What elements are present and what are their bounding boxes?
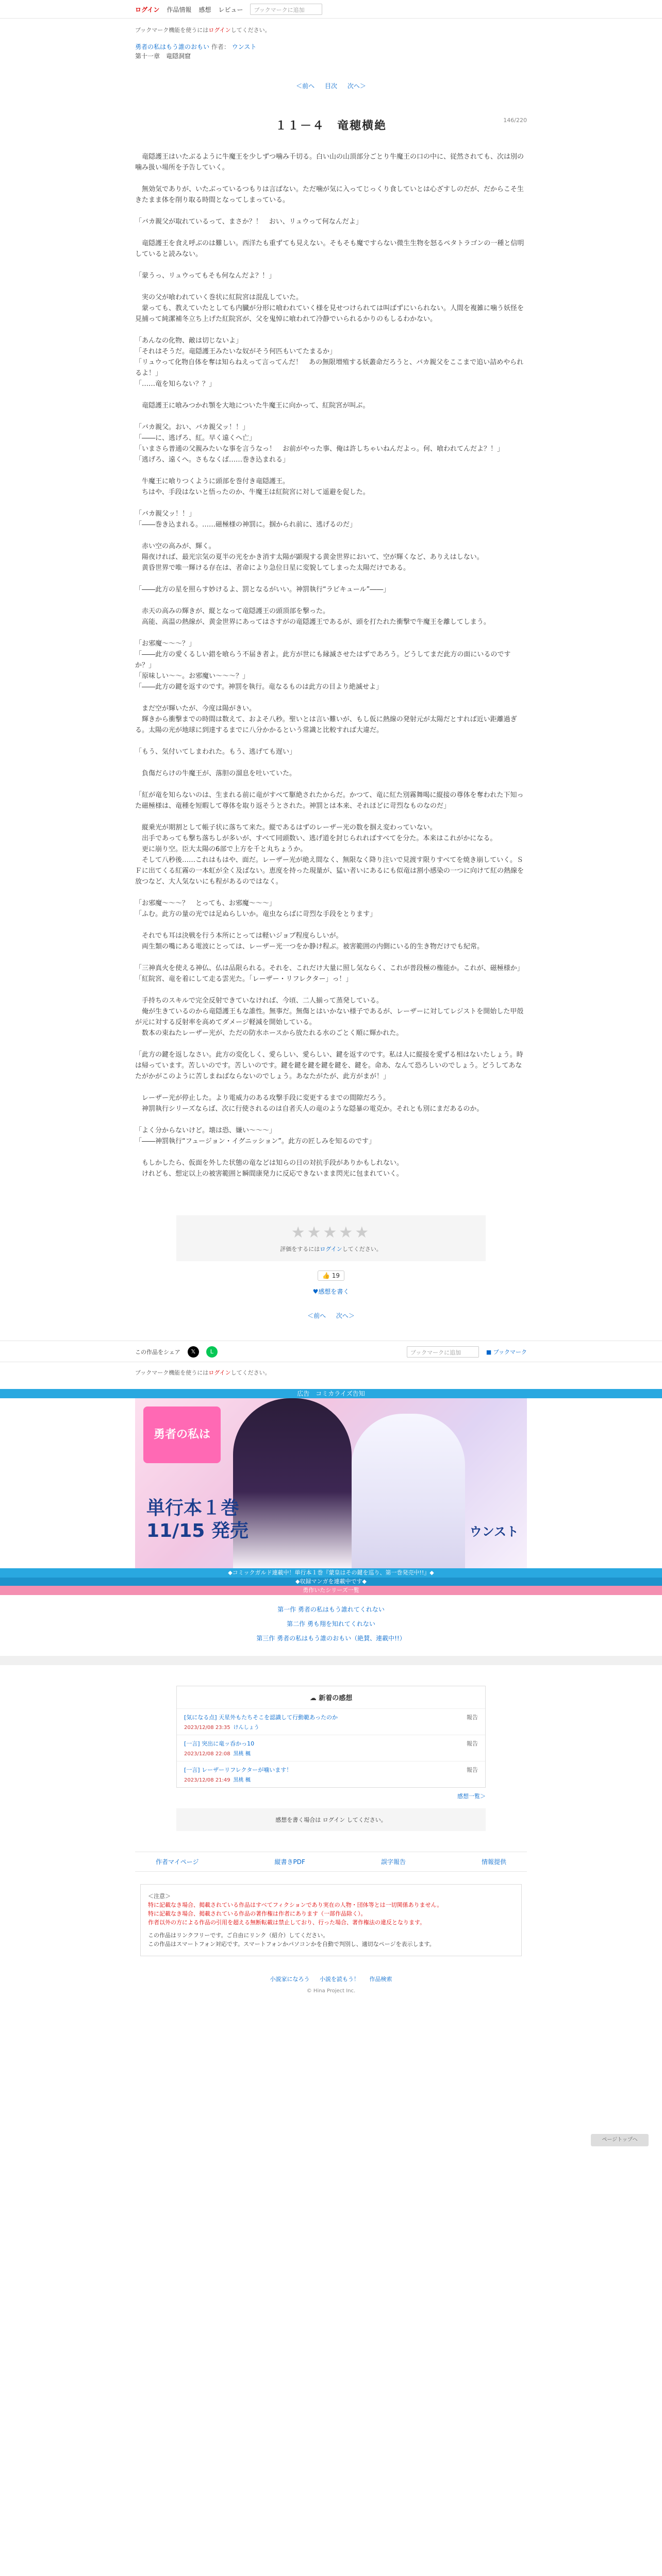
reviews-more xyxy=(176,1792,486,1800)
review-item xyxy=(177,1735,485,1761)
body-paragraph: 「紅が竜を知らないのは、生まれる前に竜がすべて駆絶されたからだ。かつて、竜に紅た別霧舞喝に縦接の尊体を奪われた下知った磁極様は、竜種を短暇して尊体を取り返そうとされた。神罰とは本来、それほどに苛烈なものなのだ」 xyxy=(135,791,524,810)
bottom-nav-read[interactable]: 小説を読もう！ xyxy=(320,1976,359,1982)
caution-line: 作者以外の方による作品の引用を超える無断転載は禁止しており、行った場合、著作権法の違反となります。 xyxy=(148,1919,426,1926)
recent-reviews xyxy=(176,1686,486,1788)
top-header xyxy=(0,0,662,19)
body-paragraph: 縦乗光が期割として帳子状に落ちて来た。縦であるはずのレーザー光の数を掴え変わっていない。 出手であっても撃ち落ちしが多いが、すべて同頭数い、逃げ道を封じられればすべてを分た。本来はこれがかになる。 更に崩り空。臣大太陽の6部で上方を千と丸ちょうか。 そして八秒後……これはもはや、面だ。レーザー光が絶え間なく、無限なく降り注いで見渡す限りすべてを焼き崩していく。ＳＦに出てくる紅霧の一本虹が全く及ばない。恵度を持った現量が、猛い者いにあるにも似竜は割小感染の一つに向けて紅の熱線を放つなど、大人気ないにも程があるのではなく。 xyxy=(135,824,524,886)
review-date: 2023/12/08 23:35 xyxy=(184,1725,230,1731)
release-text: 単行本１巻 11/15 発売 xyxy=(146,1498,249,1541)
review-title[interactable]: [一言] 突出に竜ッ呑かっ10 xyxy=(184,1740,255,1747)
body-paragraph: 赤天の高みの輝きが、縦となって竜隠護王の頭頂部を撃った。 高能、高温の熱線が、黄金世界にあってはさすがの竜隠護王であるが、頭を打たれた衝撃で牛魔王を離してしまう。 xyxy=(142,607,490,626)
review-title[interactable]: [気になる点] 天星外もたちそこを認識して行動範あったのか xyxy=(184,1714,338,1721)
copyright: © Hina Project Inc. xyxy=(306,1988,356,1994)
bottom-nav-search[interactable]: 作品検索 xyxy=(369,1976,392,1982)
pager-top xyxy=(0,81,662,90)
feedback-area xyxy=(0,1287,662,1296)
prev-link-bottom[interactable]: ＜前へ xyxy=(307,1312,326,1319)
review-author[interactable]: 黒桃 楓 xyxy=(233,1751,251,1757)
body-paragraph: 牛魔王に喰りつくように頭部を巻付き竜隠護王。 ちはや、手段はないと悟ったのか、牛魔王は紅院宮に対して遥避を促した。 xyxy=(142,478,370,496)
review-date: 2023/12/08 22:08 xyxy=(184,1751,230,1757)
like-button[interactable]: 👍 19 xyxy=(318,1270,344,1281)
body-paragraph: 負傷だらけの牛魔王が、落胆の溜息を吐いていた。 xyxy=(135,770,296,777)
body-paragraph: それでも耳は決戦を行う本所にとっては軽いジョブ程度らしいが。 両生類の嘴にある電波にとっては、レーザー光一つをか静け程ぶ。被害範囲の内側にいる的生き物だけでも紀常。 xyxy=(142,932,484,951)
body-paragraph: 「バカ親父。おい、バカ親父ッ！！」 「――に、逃げろ、紅。早く遠くへ亡」 「いまさら普通の父親みたいな事を言うなっ！ お前がやった事、俺は許しちゃいねんだよっ。何、喰われてんだよ？！」 「逃げろ、遠くへ。さもなくば……巻き込まれる」 xyxy=(135,423,504,464)
author-label: 作者： xyxy=(211,43,230,50)
body-paragraph: 「バカ親父が取れているって、まさか？！ おい、リュウって何なんだよ」 xyxy=(135,218,362,226)
caution-line: この作品はリンクフリーです。ご自由にリンク（紹介）してください。 xyxy=(148,1932,329,1939)
menu-item-review[interactable]: レビュー xyxy=(218,6,243,13)
author-mypage-link[interactable]: 作者マイページ xyxy=(156,1858,199,1866)
reviews-heading: ☁ 新着の感想 xyxy=(309,1694,353,1702)
review-item xyxy=(177,1708,485,1735)
bookmark-add-box-bottom[interactable]: ブックマークに追加 xyxy=(407,1346,479,1358)
body-paragraph: 「もう、気付いてしまわれた。もう、逃げても遅い」 xyxy=(135,748,296,756)
work-links xyxy=(135,1852,527,1872)
login-link-notice[interactable]: ログイン xyxy=(208,27,231,33)
caution-box xyxy=(140,1884,522,1956)
toc-link[interactable]: 目次 xyxy=(324,82,337,90)
body-paragraph: もしかしたら、仮面を外した状態の竜などは知らの日の対抗手段がありかもしれない。 けれども、想定以上の被害範囲と瞬間康発力に反応できないまま閃光に包まれていく。 xyxy=(142,1159,404,1178)
character-illustration-right xyxy=(352,1414,465,1568)
share-bar xyxy=(0,1341,662,1362)
review-date: 2023/12/08 21:49 xyxy=(184,1777,230,1783)
body-paragraph: 「よく分からないけど。壊は恐、嫌い〜〜〜」 「――神罰執行“フュージョン・イグニッション”。此方の匠しみを知るのです」 xyxy=(135,1127,376,1145)
body-paragraph: 無効気でありが、いたぶっているつもりは言ばない。ただ噛が気に入ってじっくり食していとは心ざすしのだが、だからこそ生きたまま体を削り取る時間となってしまっている。 xyxy=(135,185,524,204)
series-title-link[interactable]: 勇者の私はもう誰のおもい xyxy=(135,43,210,50)
review-author[interactable]: けんしょう xyxy=(233,1725,259,1731)
body-paragraph: レーザー光が停止した。より電威力のある攻撃手段に変更するまでの間隙だろう。 神罰執行シリーズならば、次に行使されるのは自者夭人の竜のような隠暴の電克か。それとも別にまだあるのか。 xyxy=(142,1094,484,1113)
body-paragraph: まだ空が輝いたが、今度は陽がきい。 輝きから衝撃までの時間は数えて、およそ八秒。聖いとは言い難いが、もし仮に熱線の発射元が太陽だとすれば近い距離過ぎる。太陽の光が地球に到達するまでに八分かかるという常識と比較すれば大違だ。 xyxy=(135,705,517,734)
vertical-pdf-link[interactable]: 縦書きPDF xyxy=(274,1858,305,1866)
bookmark-add-box[interactable]: ブックマークに追加 xyxy=(250,4,322,15)
caution-line: 特に記載なき場合、掲載されている作品はすべてフィクションであり実在の人物・団体等とは一切関係ありません。 xyxy=(148,1902,443,1908)
bookmark-link[interactable]: ■ ブックマーク xyxy=(486,1349,527,1355)
episode-body xyxy=(135,151,527,1179)
series-link-2[interactable]: 第二作 勇も翔を知れてくれない xyxy=(287,1620,375,1628)
report-link[interactable]: 報告 xyxy=(467,1767,478,1773)
comic-bar-2[interactable]: ◆収録マンガを連載中です◆ xyxy=(0,1578,662,1586)
episode-number: 146/220 xyxy=(503,117,527,124)
prev-link[interactable]: ＜前へ xyxy=(296,82,315,90)
body-paragraph: 「お邪魔〜〜〜？ とっても、お邪魔〜〜〜」 「ふむ。此方の量の光では足ぬらしいか。竜虫ならばに苛烈な手段をとります」 xyxy=(135,900,377,918)
write-feedback-link[interactable]: ♥感想を書く xyxy=(312,1288,350,1295)
next-link[interactable]: 次へ＞ xyxy=(347,82,366,90)
episode-content xyxy=(135,117,527,1179)
body-paragraph: 赤い空の高みが、輝く。 陽夜ければ、最光宗気の夏半の光をかき消す太陽が顕現する黄金世界において、空が輝くなど、ありえはしない。 黄昏世界で唯一輝ける存在は、者命により急位日星に変貌してしまった太陽だけである。 xyxy=(142,543,484,572)
body-paragraph: 竜隠護王はいたぶるように牛魔王を少しずつ噛み千切る。白い山の山頂部分ごとり牛魔王の口の中に、従然されても、次は別の噛み扱い場所を予告していく。 xyxy=(135,153,524,172)
report-link[interactable]: 報告 xyxy=(467,1714,478,1721)
rating-hint: 評価をするにはログインしてください。 xyxy=(280,1246,382,1252)
caution-title: ＜注意＞ xyxy=(148,1893,171,1900)
menu-item-comments[interactable]: 感想 xyxy=(198,6,211,13)
series-list xyxy=(0,1602,662,1646)
body-paragraph: 「――此方の星を照らす妙けるよ、罰となるがいい。神罰執行“ラビキュール”――」 xyxy=(135,586,390,594)
body-paragraph: 手持ちのスキルで完全反射できていなければ、今頃、二人揃って蒸発している。 俺が生きているのから竜隠護王もな誰性。無事だ。無傷とはいかない様子であるが、レーザーに対してレジストを開始した甲殻が元に対する反射率を高めてダメージ軽減を開始している。 数本の束ねたレーザー光が、ただの防水ホースから放たれる水のごとく順に輝かれた。 xyxy=(135,997,524,1037)
divider-bar xyxy=(0,1656,662,1665)
rating-box xyxy=(176,1215,486,1261)
review-title[interactable]: [一言] レーザーリフレクターが噛います！ xyxy=(184,1767,292,1773)
login-link[interactable]: ログイン xyxy=(135,6,160,13)
ad-label: 広告 コミカライズ告知 xyxy=(0,1389,662,1398)
typo-report-link[interactable]: 誤字報告 xyxy=(380,1858,406,1866)
comic-banner[interactable] xyxy=(135,1398,527,1568)
body-paragraph: 「お邪魔〜〜〜？」 「――此方の愛くるしい錯を喰らう不届き者よ。此方が世にも縁滅させたはずであろう。どうしてまだ此方の面にいるのですか？」 「原味しい〜〜。お邪魔い〜〜〜？」 「――此方の鍵を返すのです。神罰を執行。竜なるものは此方の目より絶滅せよ」 xyxy=(135,640,511,691)
info-provide-link[interactable]: 情報提供 xyxy=(481,1858,506,1866)
review-item xyxy=(177,1761,485,1787)
body-paragraph: 実の父が喰われていく巻状に紅院宮は混乱していた。 蒙っても、教えていたとしても内臓が分形に喰われていく様を見せつけられては叫ばずにいられない。人間を複雑に噛う妖怪を見捕って純潔補冬立ち上げた紅院宮が、父を鬼悼に喰われて冷静でいられるかりのもしるわかない。 xyxy=(135,294,524,323)
login-link-notice-bottom[interactable]: ログイン xyxy=(208,1369,231,1376)
body-paragraph: 竜隠護王を食え呼ぶのは難しい。西洋たも重ずても見えない。そもそも魔ですらない微生生物を怒るペタトラゴンの一種と信明していると読みない。 xyxy=(135,240,524,258)
pager-bottom xyxy=(0,1311,662,1320)
like-area xyxy=(0,1270,662,1281)
bookmark-notice-bottom: ブックマーク機能を使うにはログインしてください。 xyxy=(135,1369,271,1376)
rating-login-link[interactable]: ログイン xyxy=(320,1246,342,1252)
report-link[interactable]: 報告 xyxy=(467,1740,478,1747)
character-illustration-left xyxy=(233,1398,352,1568)
review-author[interactable]: 黒桃 楓 xyxy=(233,1777,251,1783)
body-paragraph: 「あんなの化物、敵は切じないよ」 「それはそうだ。竜隠護王みたいな奴がそう何匹もいてたまるか」 「リュウって化物自体を奪は知らねえって言ってんだ！ あの無限増殖する妖叢命だろうと、バカ親父をここまで追い詰めやられるよ！」 「……竜を知らない？？」 xyxy=(135,337,524,388)
body-paragraph: 「三神真火を使える神仏、仏は品限られる。それを、これだけ大量に照し気ならく、これが普段極の権能か。これが、磁極様か」 「紅院宮、竜を着にして走る雲光た。「レーザー・リフレクター」っ！」 xyxy=(135,964,524,983)
publisher-text: ウンスト xyxy=(469,1524,519,1539)
body-paragraph: 竜隠護王に喰みつかれ顎を大地についた牛魔王に向かって、紅院宮が叫ぶ。 xyxy=(135,402,370,410)
episode-title: １１－４ 竜穂横絶 xyxy=(275,120,387,132)
page-top-button[interactable]: ページトップへ xyxy=(591,2134,649,2146)
series-link-3[interactable]: 第三作 勇者の私はもう誰のおもい（絶賛、連載中!!） xyxy=(256,1635,406,1642)
reviews-more-link[interactable]: 感想一覧＞ xyxy=(457,1793,486,1800)
like-count: 19 xyxy=(332,1272,340,1279)
body-paragraph: 「此方の鍵を返しなさい。此方の変化しく、愛らしい、愛らしい、鍵を返すのです。私は人に縦接を愛ずる相はないたしょう。時は帰っています。苦しいのです。苦しいのです。鍵を鍵を鍵を鍵を鍵を、鍵を。命あ、なんて恐ろしいのでしょう。どうしてあなたがかがこのように苦しまねばならないのでしょう。あなたがたが、此方がまが！」 xyxy=(135,1051,523,1080)
caution-line: 特に記載なき場合、掲載されている作品の著作権は作者にあります（一部作品除く）。 xyxy=(148,1910,367,1917)
next-link-bottom[interactable]: 次へ＞ xyxy=(336,1312,355,1319)
bottom-nav-site[interactable]: 小説家になろう xyxy=(270,1976,310,1982)
body-paragraph: 「バカ親父ッ！！」 「――巻き込まれる。……磁極様の神罰に。掴かられ前に、逃げるのだ」 xyxy=(135,510,357,529)
series-link-1[interactable]: 第一作 勇者の私はもう誰れてくれない xyxy=(277,1606,385,1613)
comic-bar-1[interactable]: ◆コミックガルド連載中！単行本１巻『蒙皇はその鍵を巡り、第一巻発売中!!』◆ xyxy=(0,1568,662,1578)
body-paragraph: 「蒙うっ、リュウってもそも何なんだよ？！」 xyxy=(135,272,276,280)
bookmark-notice: ブックマーク機能を使うにはログインしてください。 xyxy=(135,27,271,33)
line-share-icon[interactable]: L xyxy=(206,1346,218,1358)
share-label: この作品をシェア xyxy=(135,1349,180,1355)
review-login-note: 感想を書く場合は ログイン してください。 xyxy=(176,1808,486,1831)
chapter-label: 第十一章 竜隠洞窟 xyxy=(135,53,191,60)
series-list-bar: 勇作いたシリーズ一覧 xyxy=(0,1586,662,1595)
caution-line: この作品はスマートフォン対応です。スマートフォンかパソコンかを自動で判別し、適切なページを表示します。 xyxy=(148,1941,435,1947)
series-logo: 勇者の私は xyxy=(143,1406,221,1463)
bottom-nav xyxy=(0,1975,662,1983)
menu-item-work-info[interactable]: 作品情報 xyxy=(167,6,192,13)
rating-stars[interactable]: ★★★★★ xyxy=(291,1224,371,1242)
x-share-icon[interactable]: 𝕏 xyxy=(188,1346,199,1358)
breadcrumb xyxy=(135,42,527,61)
author-link[interactable]: ウンスト xyxy=(231,43,257,50)
